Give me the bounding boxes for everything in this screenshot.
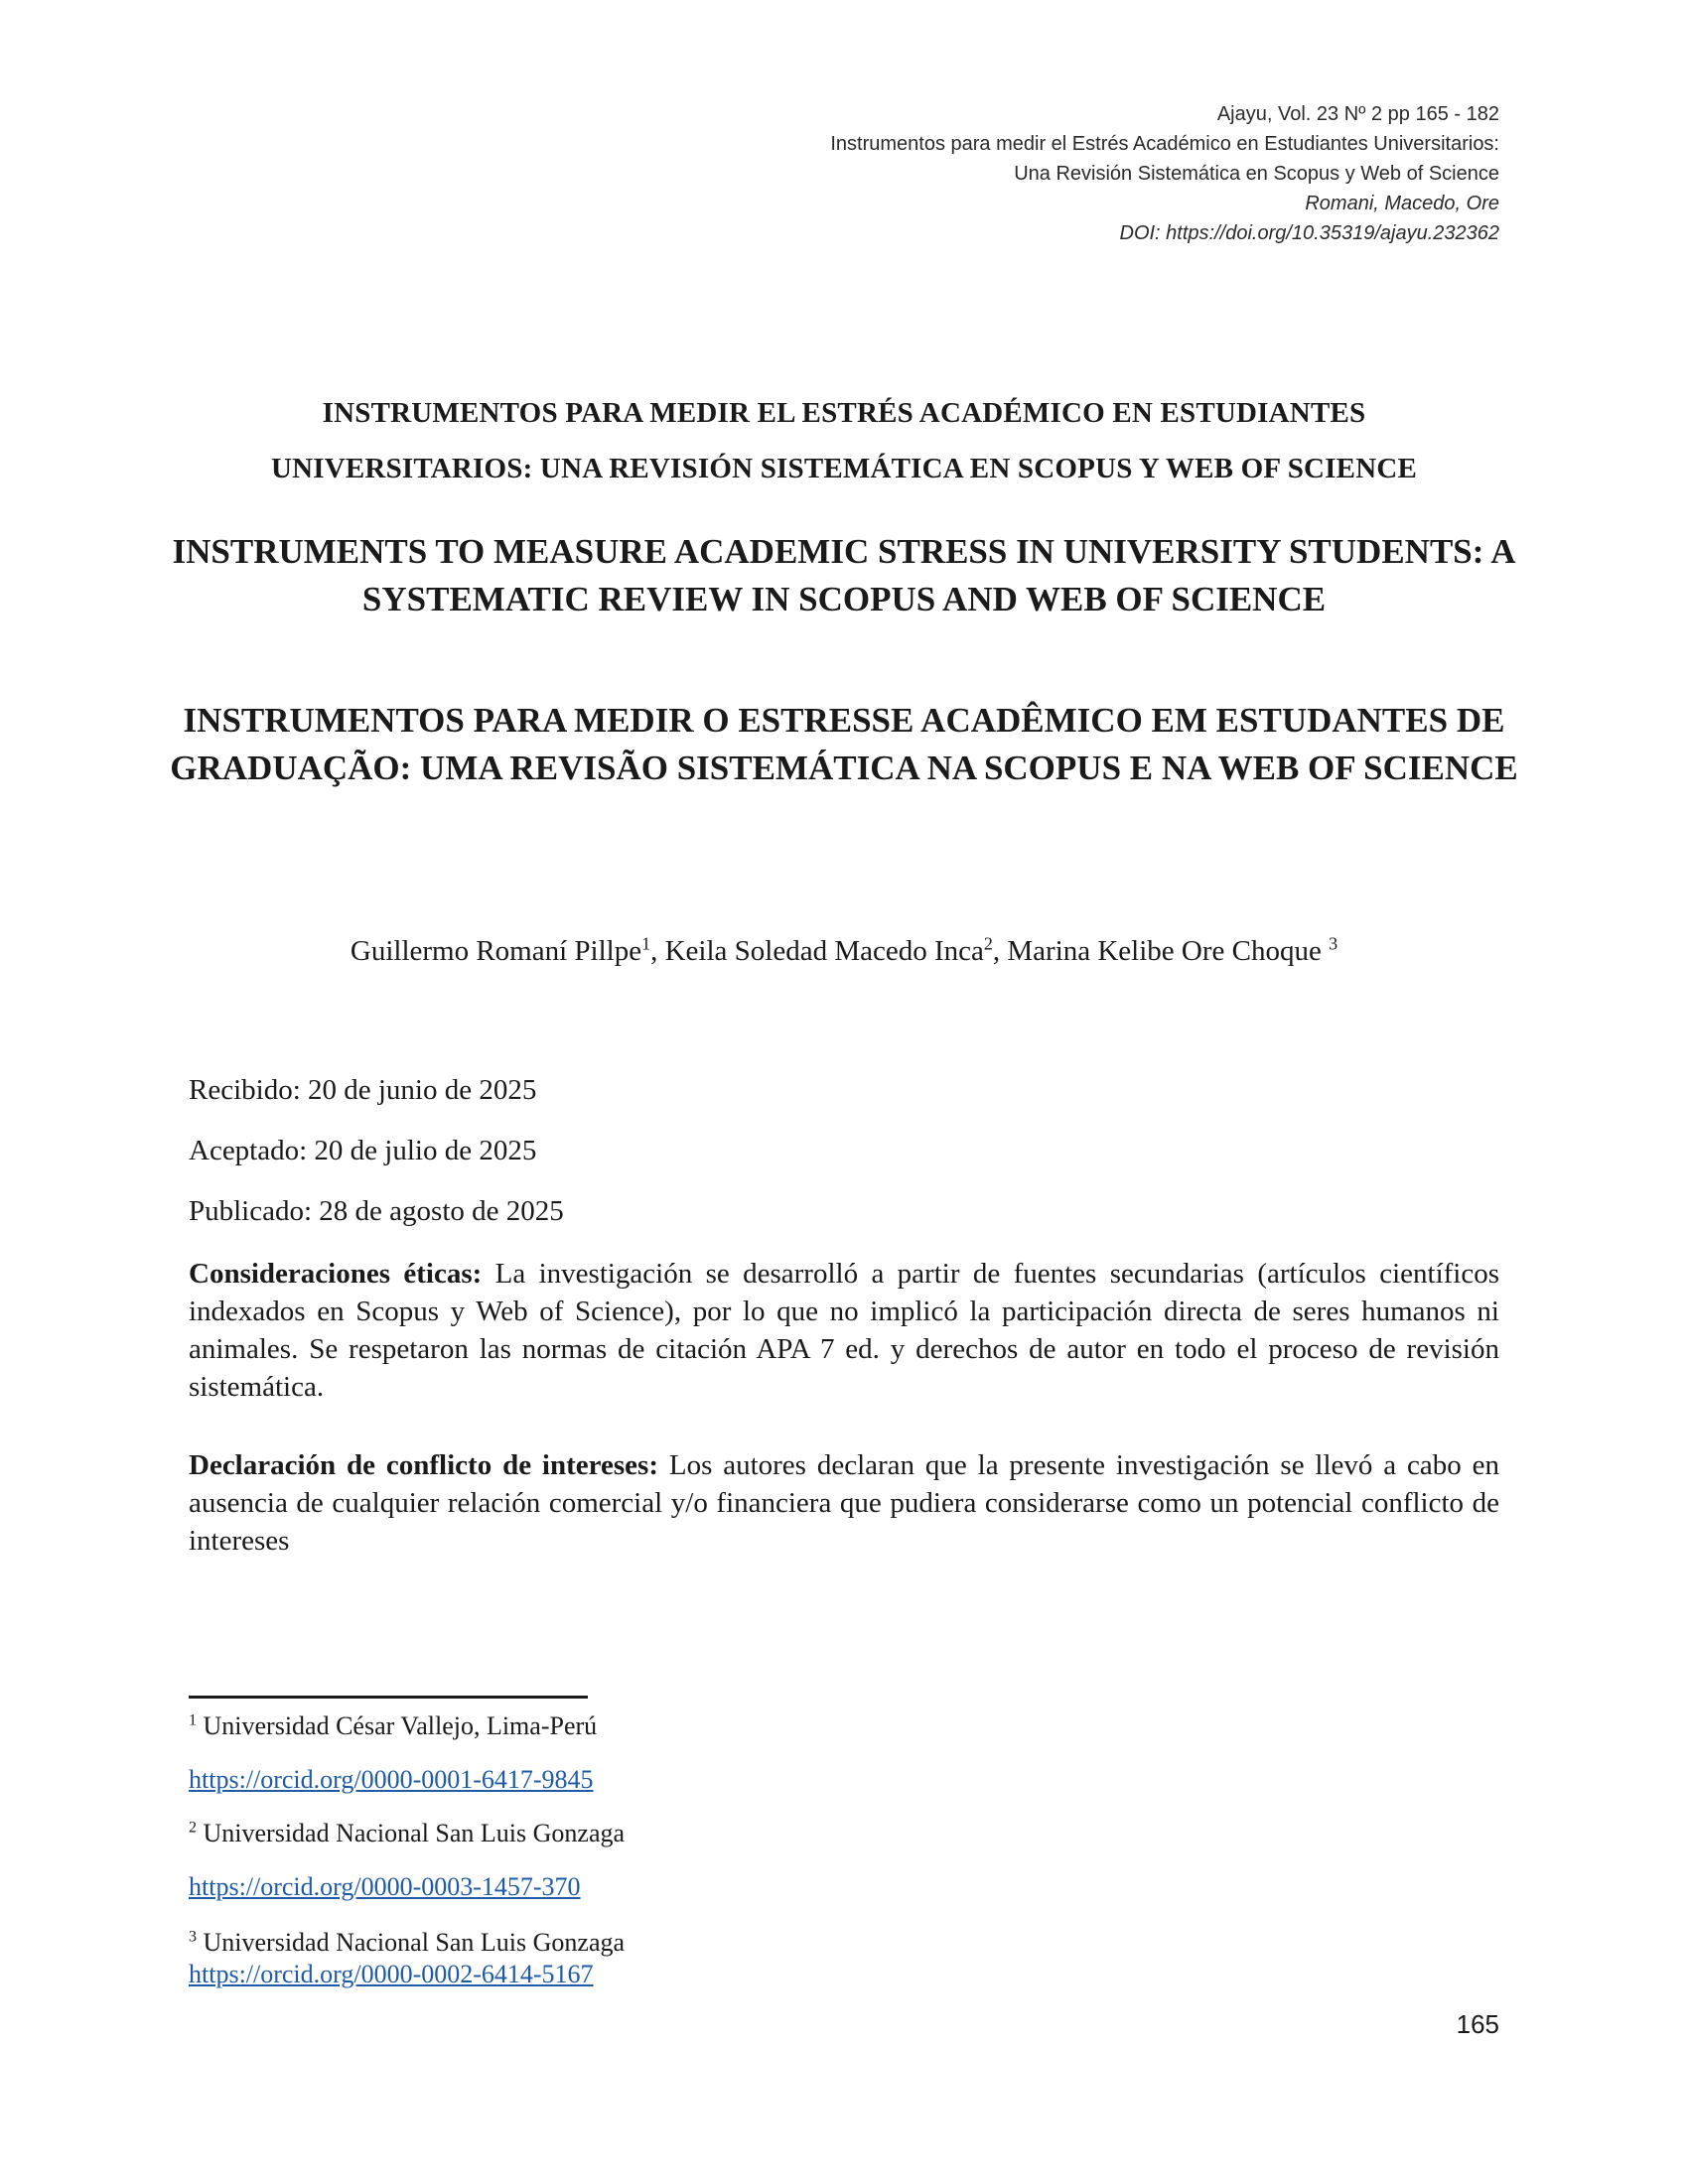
footnote-affiliation-text: Universidad Nacional San Luis Gonzaga <box>197 1819 626 1847</box>
running-title-line2: Una Revisión Sistemática en Scopus y Web of Science <box>1014 163 1499 185</box>
title-spanish-line2: UNIVERSITARIOS: UNA REVISIÓN SISTEMÁTICA EN SCOPUS Y WEB OF SCIENCE <box>270 453 1418 484</box>
conflict-text: Los autores declaran que la presente investigación se llevó a cabo en ausencia de cualquier relación comercial y/o financiera que pudiera considerarse como un potencial conflicto de intereses <box>189 1449 1499 1557</box>
author-separator: , <box>650 935 665 967</box>
orcid-link[interactable]: https://orcid.org/0000-0001-6417-9845 <box>189 1765 594 1794</box>
author-affiliation-mark: 3 <box>1329 933 1338 954</box>
date-published: Publicado: 28 de agosto de 2025 <box>189 1195 564 1227</box>
footnote-affiliation <box>189 1817 625 1850</box>
journal-citation: Ajayu, Vol. 23 Nº 2 pp 165 - 182 <box>1216 103 1499 125</box>
footnote-mark: 2 <box>189 1819 197 1837</box>
running-authors: Romani, Macedo, Ore <box>1305 193 1499 214</box>
orcid-link[interactable]: https://orcid.org/0000-0003-1457-370 <box>189 1872 581 1901</box>
author-affiliation-mark: 1 <box>641 933 651 954</box>
running-header <box>407 99 1499 248</box>
date-received: Recibido: 20 de junio de 2025 <box>189 1074 537 1106</box>
author-separator: , <box>992 935 1008 967</box>
ethics-label: Consideraciones éticas: <box>189 1258 483 1290</box>
date-accepted: Aceptado: 20 de julio de 2025 <box>189 1135 537 1166</box>
running-doi: DOI: https://doi.org/10.35319/ajayu.232362 <box>1119 222 1499 244</box>
title-spanish-line1: INSTRUMENTOS PARA MEDIR EL ESTRÉS ACADÉMICO EN ESTUDIANTES <box>322 397 1366 429</box>
running-title-line1: Instrumentos para medir el Estrés Académico en Estudiantes Universitarios: <box>830 133 1499 155</box>
footnote-affiliation <box>189 1709 597 1743</box>
author-list <box>149 933 1539 969</box>
author-name: Keila Soledad Macedo Inca <box>664 935 984 967</box>
title-spanish <box>149 385 1539 496</box>
title-portuguese: INSTRUMENTOS PARA MEDIR O ESTRESSE ACADÊMICO EM ESTUDANTES DE GRADUAÇÃO: UMA REVISÃO SISTEMÁTICA NA SCOPUS E NA WEB OF SCIENCE <box>170 701 1518 787</box>
footnote-affiliation <box>189 1926 625 1960</box>
ethics-text: La investigación se desarrolló a partir de fuentes secundarias (artículos científicos indexados en Scopus y Web of Science), por lo que no implicó la participación directa de seres humanos ni animales. Se respetaron las normas de citación APA 7 ed. y derechos de autor en todo el proceso de revisión sistemática. <box>189 1258 1499 1403</box>
footnote-affiliation-text: Universidad César Vallejo, Lima-Perú <box>197 1711 598 1740</box>
orcid-link[interactable]: https://orcid.org/0000-0002-6414-5167 <box>189 1960 594 1988</box>
page-number: 165 <box>1456 2009 1499 2039</box>
footnote-affiliation-text: Universidad Nacional San Luis Gonzaga <box>197 1928 626 1957</box>
author-name: Guillermo Romaní Pillpe <box>350 935 642 967</box>
title-english: INSTRUMENTS TO MEASURE ACADEMIC STRESS IN UNIVERSITY STUDENTS: A SYSTEMATIC REVIEW IN SCOPUS AND WEB OF SCIENCE <box>172 532 1516 618</box>
footnote-divider <box>189 1696 588 1699</box>
publication-dates <box>189 1060 564 1242</box>
footnote-mark: 3 <box>189 1928 197 1946</box>
author-name: Marina Kelibe Ore Choque <box>1007 935 1330 967</box>
ethics-statement <box>189 1255 1499 1406</box>
conflict-statement <box>189 1446 1499 1560</box>
conflict-label: Declaración de conflicto de intereses: <box>189 1449 658 1481</box>
author-affiliation-mark: 2 <box>983 933 993 954</box>
footnote-mark: 1 <box>189 1711 197 1729</box>
